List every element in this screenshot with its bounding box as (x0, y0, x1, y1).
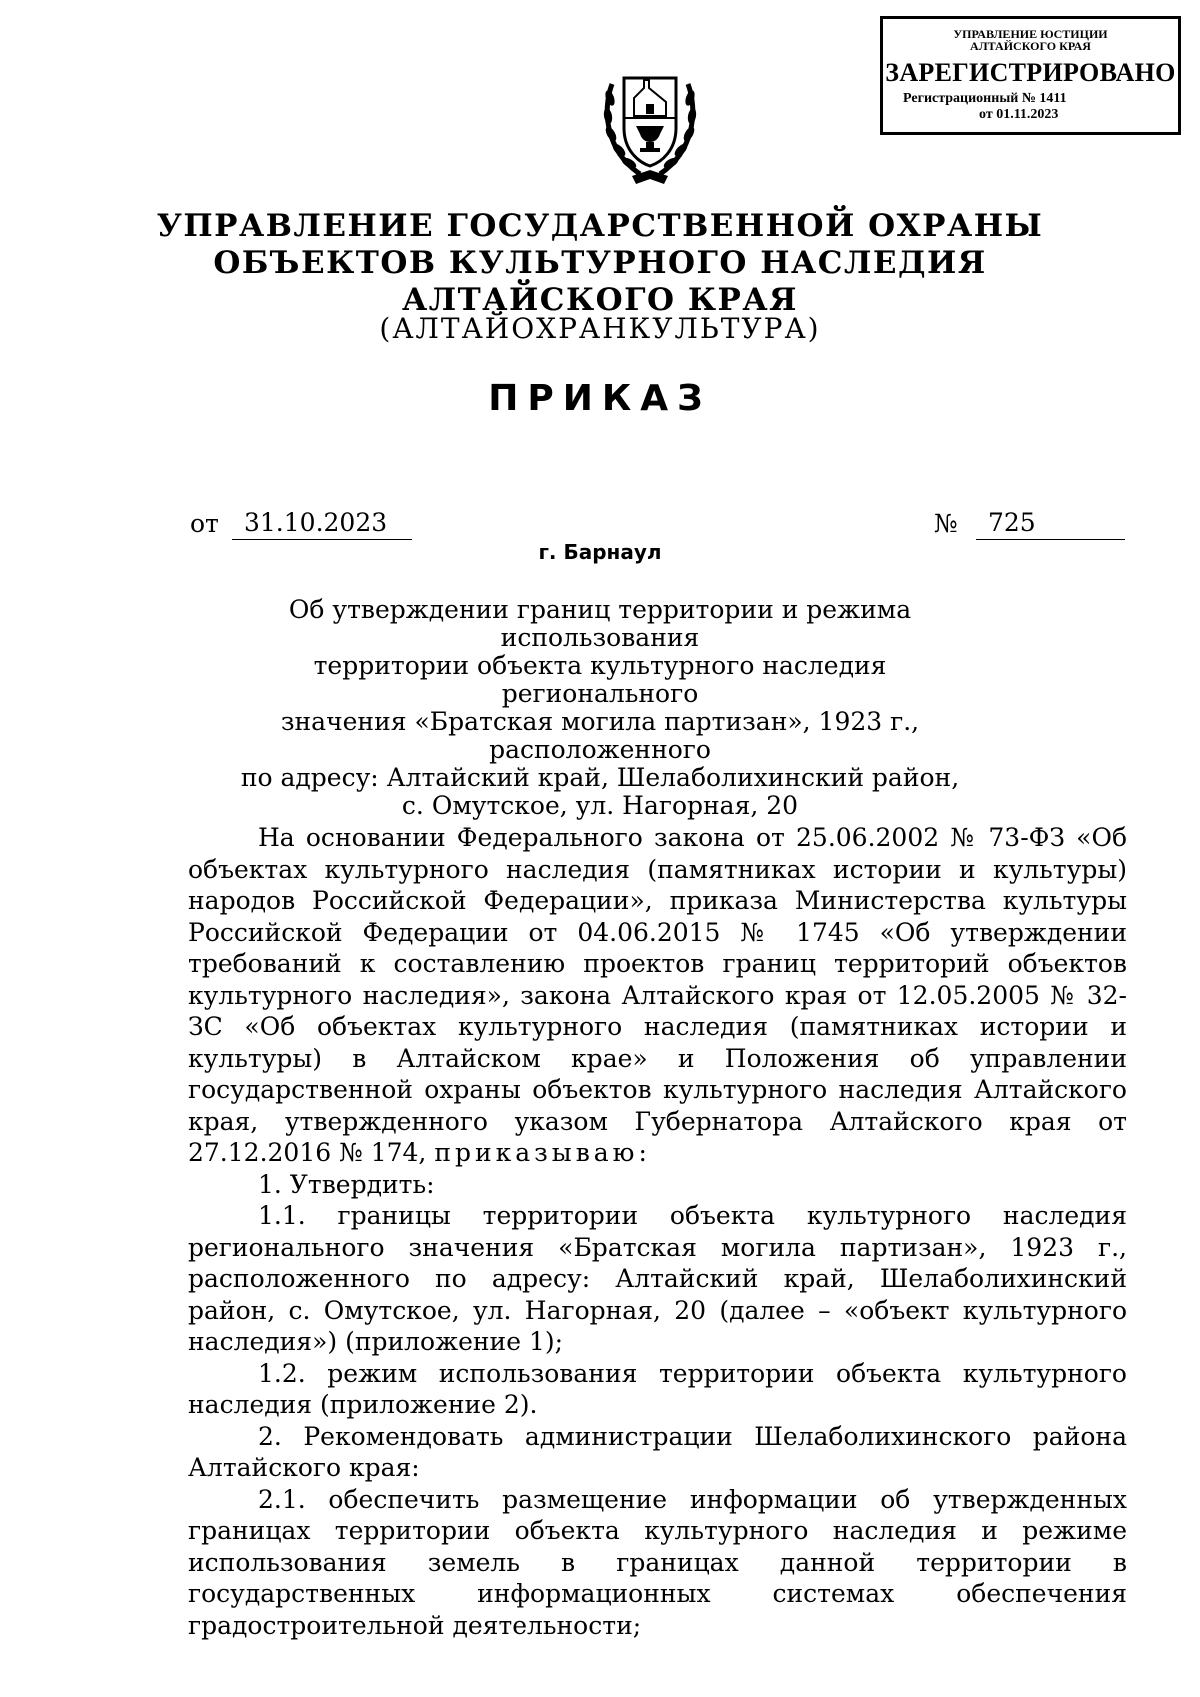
item-1-2: 1.2. режим использования территории объекта культурного наследия (приложение 2). (188, 1358, 1127, 1419)
organization-name (150, 208, 1050, 319)
number-value: 725 (988, 508, 1036, 537)
stamp-registration-number: Регистрационный № 1411 (903, 91, 1067, 106)
document-type: ПРИКАЗ (488, 378, 712, 419)
city: г. Барнаул (538, 540, 662, 564)
organization-abbreviation: (АЛТАЙОХРАНКУЛЬТУРА) (379, 312, 821, 345)
number-field (976, 509, 1125, 540)
document-subject (220, 596, 980, 820)
subject-line4: по адресу: Алтайский край, Шелаболихинский район, (240, 763, 960, 792)
item-2-1: 2.1. обеспечить размещение информации об утвержденных границах территории объекта культурного наследия и режиме использования земель в границах данной территории в государственных информационных системах обеспечения градостроительной деятельности; (188, 1484, 1127, 1640)
org-line1: УПРАВЛЕНИЕ ГОСУДАРСТВЕННОЙ ОХРАНЫ (156, 208, 1044, 244)
altai-krai-coat-of-arms-icon (602, 66, 698, 188)
subject-line1: Об утверждении границ территории и режима использования (288, 595, 912, 652)
date-field (232, 509, 412, 540)
org-line3: АЛТАЙСКОГО КРАЯ (402, 282, 798, 318)
preamble-paragraph (188, 822, 1127, 1169)
item-1-1: 1.1. границы территории объекта культурного наследия регионального значения «Братская могила партизан», 1923 г., расположенного по адресу: Алтайский край, Шелаболихинский район, с. Омутское, ул. Нагорная, 20 (далее – «объект культурного наследия») (приложение 1); (188, 1201, 1127, 1356)
subject-line3: значения «Братская могила партизан», 1923 г., расположенного (280, 707, 920, 764)
stamp-registration-date: от 01.11.2023 (979, 107, 1059, 122)
date-label: от (190, 509, 219, 538)
subject-line5: с. Омутское, ул. Нагорная, 20 (401, 791, 799, 820)
number-label: № (934, 509, 958, 538)
item-1: 1. Утвердить: (258, 1169, 435, 1199)
date-value: 31.10.2023 (244, 508, 388, 537)
document-body (188, 822, 1127, 1641)
preamble-text: На основании Федерального закона от 25.06.2002 № 73-ФЗ «Об объектах культурного наследия (памятниках истории и культуры) народов Российской Федерации», приказа Министерства культуры Российской Федерации от 04.06.2015 № 1745 «Об утверждении требований к составлению проектов границ территорий объектов культурного наследия», закона Алтайского края от 12.05.2005 № 32-ЗС «Об объектах культурного наследия (памятниках истории и культуры) в Алтайском крае» и Положения об управлении государственной охраны объектов культурного наследия Алтайского края, утвержденного указом Губернатора Алтайского края от 27.12.2016 № 174, (188, 823, 1127, 1167)
stamp-department-line1: УПРАВЛЕНИЕ ЮСТИЦИИ (953, 27, 1108, 41)
item-2: 2. Рекомендовать администрации Шелаболихинского района Алтайского края: (188, 1421, 1127, 1482)
registration-stamp (880, 16, 1181, 135)
subject-line2: территории объекта культурного наследия регионального (313, 651, 887, 708)
stamp-status: ЗАРЕГИСТРИРОВАНО (885, 58, 1176, 87)
org-line2: ОБЪЕКТОВ КУЛЬТУРНОГО НАСЛЕДИЯ (213, 245, 987, 281)
order-word: приказываю: (434, 1138, 651, 1167)
stamp-department-line2: АЛТАЙСКОГО КРАЯ (970, 39, 1091, 53)
